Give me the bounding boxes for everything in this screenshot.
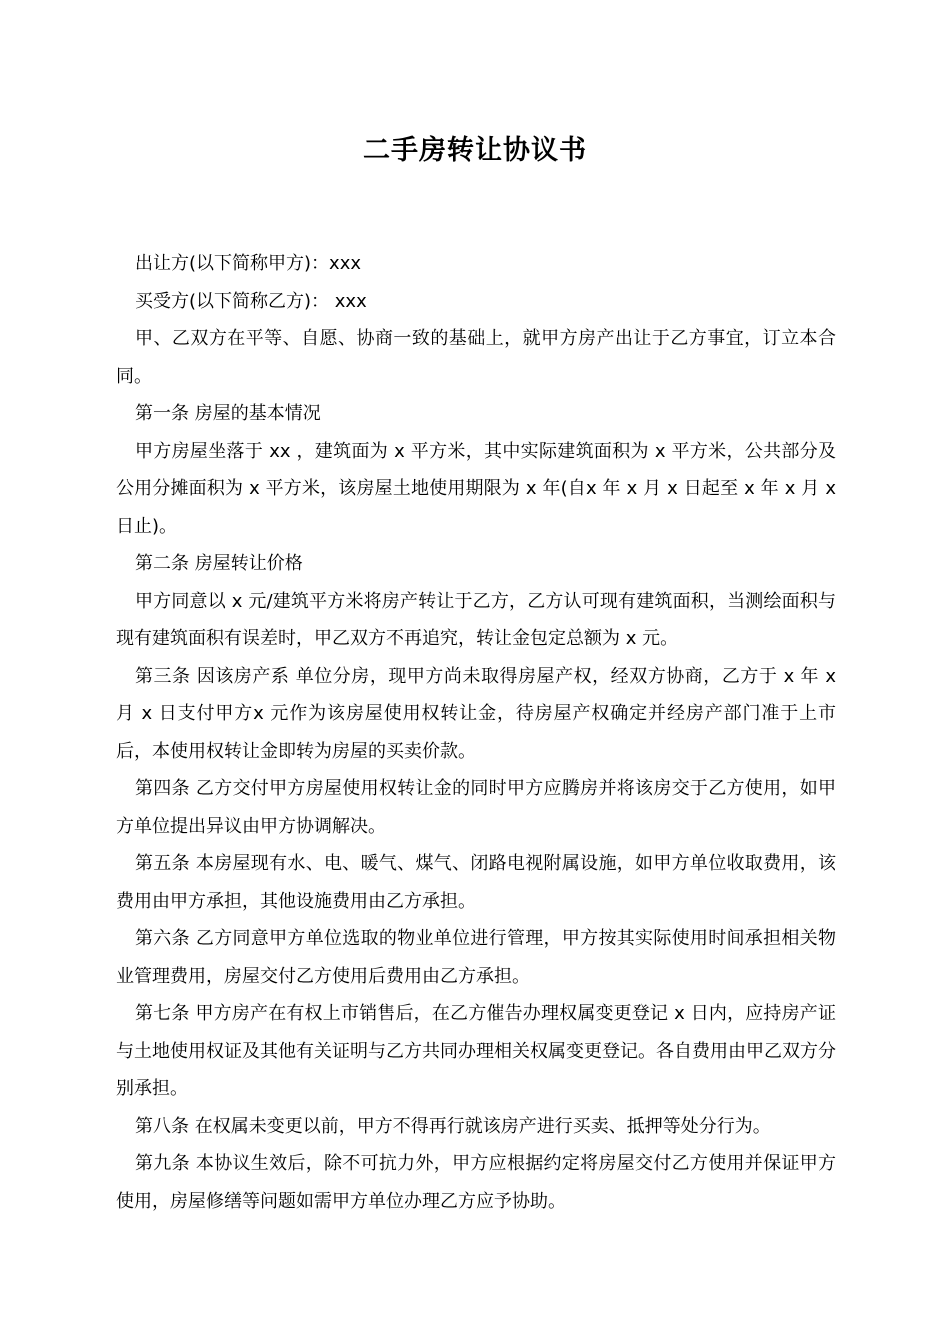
article-8-paragraph: 第八条 在权属未变更以前，甲方不得再行就该房产进行买卖、抵押等处分行为。 xyxy=(135,1115,771,1137)
article-7-paragraph: 第七条 甲方房产在有权上市销售后，在乙方催告办理权属变更登记 x 日内，应持房产证与土地使用权证及其他有关证明与乙方共同办理相关权属变更登记。各自费用由甲乙双方分别承担。 xyxy=(116,1003,836,1099)
article-3-paragraph: 第三条 因该房产系 单位分房，现甲方尚未取得房屋产权，经双方协商，乙方于 x 年 x 月 x 日支付甲方x 元作为该房屋使用权转让金，待房屋产权确定并经房产部门准于上市后，本使用权转让金即转为房屋的买卖价款。 xyxy=(116,665,836,762)
article-1-content: 甲方房屋坐落于 xx ，建筑面为 x 平方米，其中实际建筑面积为 x 平方米，公共部分及公用分摊面积为 x 平方米，该房屋土地使用期限为 x 年(自x 年 x 月 x 日起至 x 年 x 月 x 日止)。 xyxy=(116,440,836,537)
document-title: 二手房转让协议书 xyxy=(363,135,587,166)
preamble-paragraph: 甲、乙双方在平等、自愿、协商一致的基础上，就甲方房产出让于乙方事宜，订立本合同。 xyxy=(116,328,836,387)
party-a-line: 出让方(以下简称甲方)：xxx xyxy=(135,253,362,274)
article-6-paragraph: 第六条 乙方同意甲方单位选取的物业单位进行管理，甲方按其实际使用时间承担相关物业管理费用，房屋交付乙方使用后费用由乙方承担。 xyxy=(116,928,836,987)
document-body xyxy=(116,245,836,1220)
article-2-heading: 第二条 房屋转让价格 xyxy=(135,553,303,574)
article-1-heading: 第一条 房屋的基本情况 xyxy=(135,403,321,424)
article-9-paragraph: 第九条 本协议生效后，除不可抗力外，甲方应根据约定将房屋交付乙方使用并保证甲方使用，房屋修缮等问题如需甲方单位办理乙方应予协助。 xyxy=(116,1153,836,1212)
article-2-content: 甲方同意以 x 元/建筑平方米将房产转让于乙方，乙方认可现有建筑面积，当测绘面积与现有建筑面积有误差时，甲乙双方不再追究，转让金包定总额为 x 元。 xyxy=(116,590,836,649)
article-5-paragraph: 第五条 本房屋现有水、电、暖气、煤气、闭路电视附属设施，如甲方单位收取费用，该费用由甲方承担，其他设施费用由乙方承担。 xyxy=(116,853,836,912)
party-b-line: 买受方(以下简称乙方)： xxx xyxy=(135,290,367,312)
article-4-paragraph: 第四条 乙方交付甲方房屋使用权转让金的同时甲方应腾房并将该房交于乙方使用，如甲方单位提出异议由甲方协调解决。 xyxy=(116,778,836,837)
